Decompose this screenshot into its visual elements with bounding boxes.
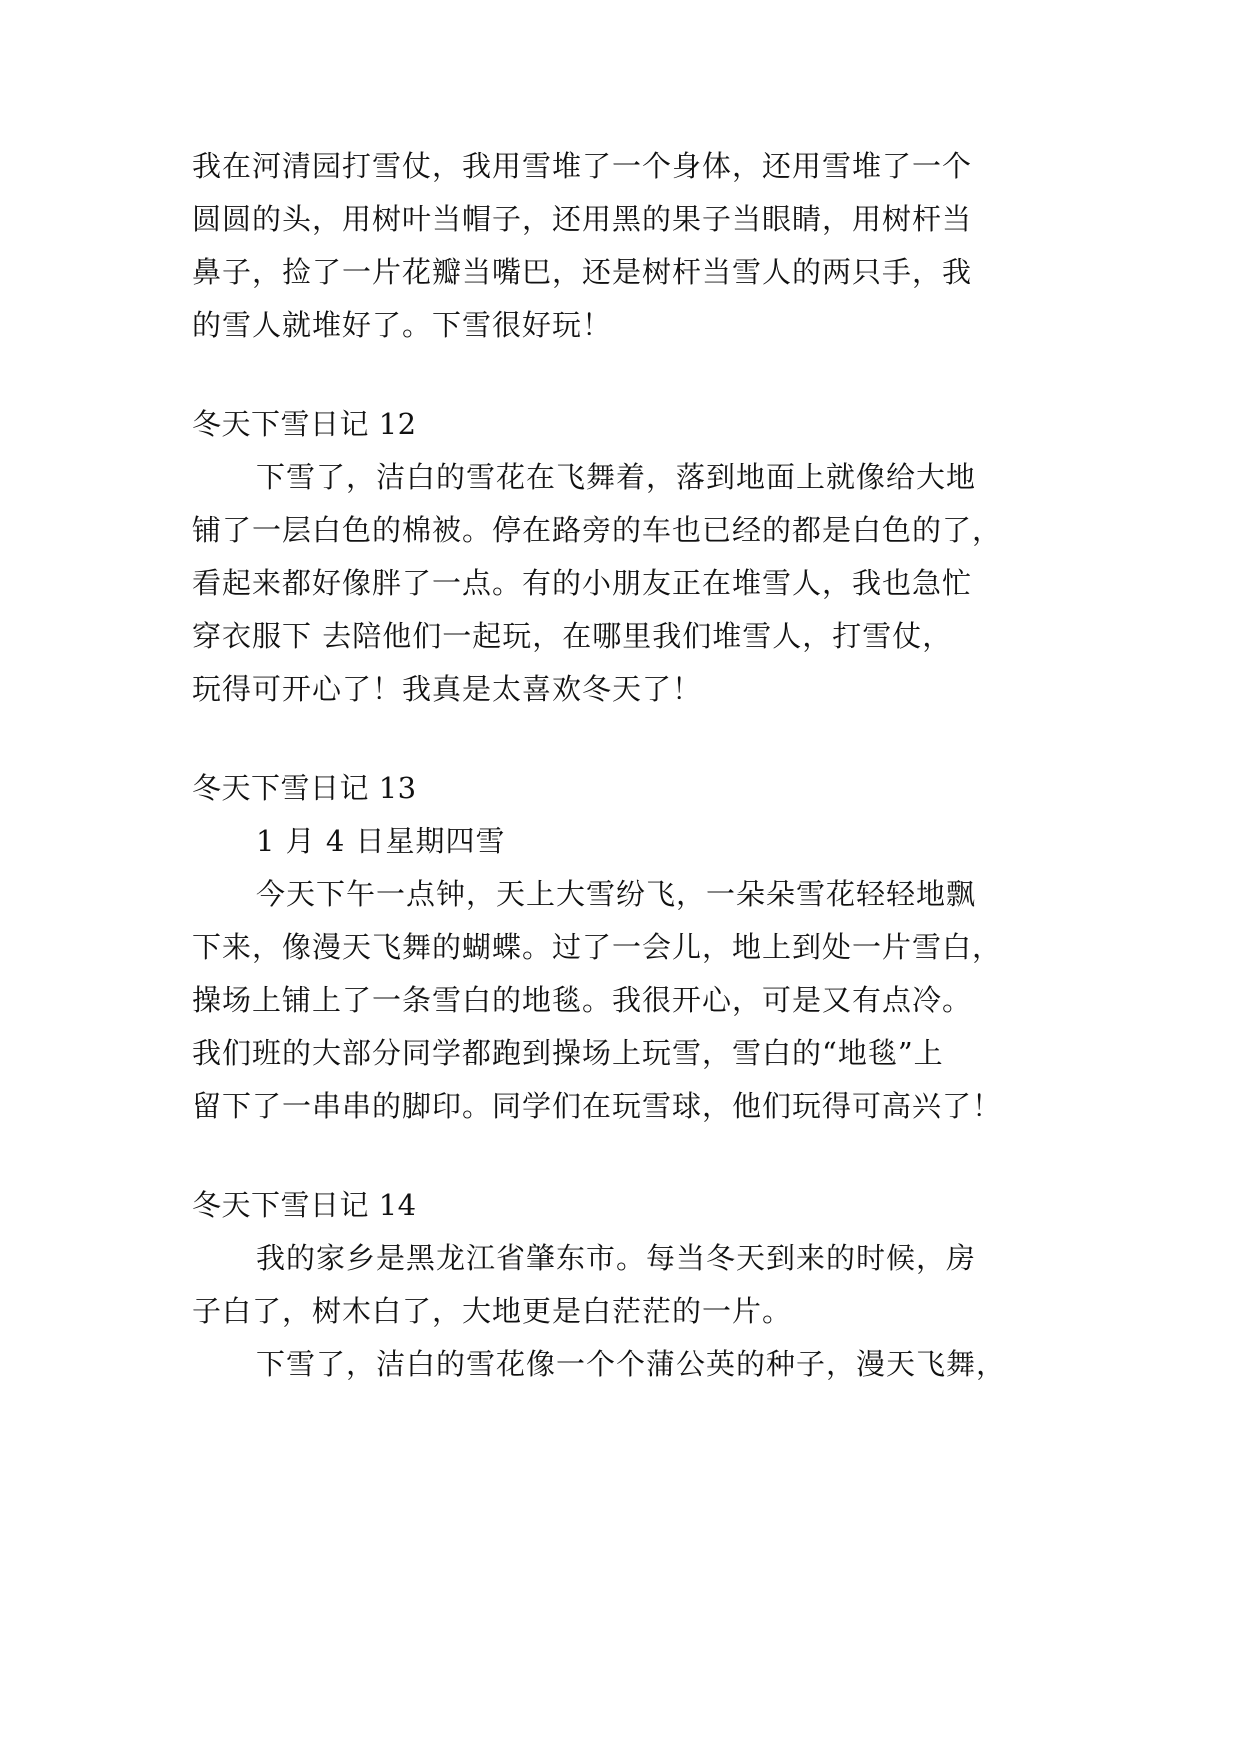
section-heading-12: 冬天下雪日记 12 bbox=[192, 407, 417, 441]
section-heading-14: 冬天下雪日记 14 bbox=[192, 1188, 417, 1222]
paragraph-line: 子白了，树木白了，大地更是白茫茫的一片。 bbox=[192, 1294, 793, 1328]
paragraph-line: 我们班的大部分同学都跑到操场上玩雪，雪白的“地毯”上 bbox=[192, 1036, 944, 1070]
paragraph-line: 下雪了，洁白的雪花在飞舞着，落到地面上就像给大地 bbox=[256, 460, 977, 494]
paragraph-line: 鼻子，捡了一片花瓣当嘴巴，还是树杆当雪人的两只手，我 bbox=[192, 255, 973, 289]
paragraph-line: 我的家乡是黑龙江省肇东市。每当冬天到来的时候，房 bbox=[256, 1241, 977, 1275]
paragraph-line: 穿衣服下 去陪他们一起玩，在哪里我们堆雪人，打雪仗， bbox=[192, 619, 953, 653]
paragraph-line: 下雪了，洁白的雪花像一个个蒲公英的种子，漫天飞舞， bbox=[256, 1347, 1007, 1381]
section-heading-13: 冬天下雪日记 13 bbox=[192, 771, 417, 805]
paragraph-line: 玩得可开心了！我真是太喜欢冬天了！ bbox=[192, 672, 703, 706]
paragraph-line: 下来，像漫天飞舞的蝴蝶。过了一会儿，地上到处一片雪白， bbox=[192, 930, 1003, 964]
paragraph-line: 看起来都好像胖了一点。有的小朋友正在堆雪人，我也急忙 bbox=[192, 566, 973, 600]
paragraph-line: 操场上铺上了一条雪白的地毯。我很开心，可是又有点冷。 bbox=[192, 983, 973, 1017]
paragraph-line: 我在河清园打雪仗，我用雪堆了一个身体，还用雪堆了一个 bbox=[192, 149, 973, 183]
paragraph-line: 的雪人就堆好了。下雪很好玩！ bbox=[192, 308, 613, 342]
paragraph-line: 留下了一串串的脚印。同学们在玩雪球，他们玩得可高兴了！ bbox=[192, 1089, 1003, 1123]
paragraph-line: 今天下午一点钟，天上大雪纷飞，一朵朵雪花轻轻地飘 bbox=[256, 877, 977, 911]
paragraph-line: 铺了一层白色的棉被。停在路旁的车也已经的都是白色的了， bbox=[192, 513, 1003, 547]
date-line: 1 月 4 日星期四雪 bbox=[256, 824, 506, 858]
paragraph-line: 圆圆的头，用树叶当帽子，还用黑的果子当眼睛，用树杆当 bbox=[192, 202, 973, 236]
